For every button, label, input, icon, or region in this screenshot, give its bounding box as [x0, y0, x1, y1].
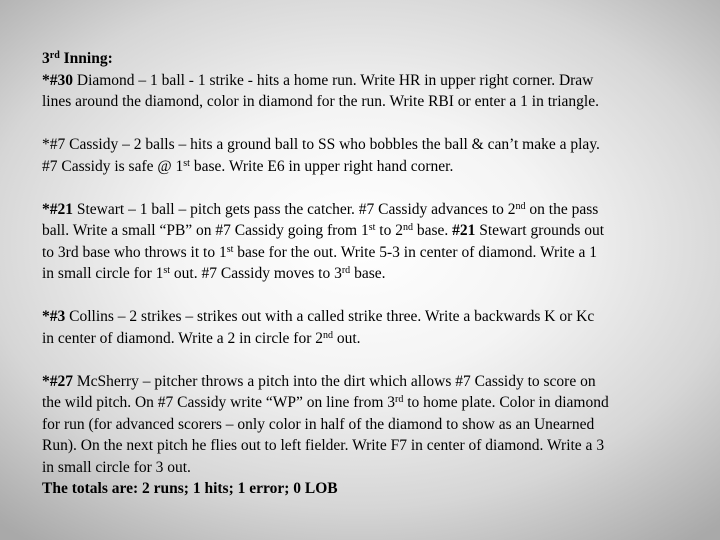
p4-player-number: *#3: [42, 308, 66, 325]
paragraph-wild-pitch: [42, 371, 706, 500]
p5-l2-sup: rd: [395, 394, 404, 405]
p5-l2-b: to home plate. Color in diamond: [403, 394, 609, 411]
p1-text-1: Diamond – 1 ball - 1 strike - hits a home run. Write HR in upper right corner. Draw: [73, 71, 594, 89]
p3-l4-sup1: st: [163, 265, 171, 276]
p3-l4-sup2: rd: [341, 265, 351, 276]
p5-line-5: in small circle for 3 out.: [42, 458, 191, 476]
p3-l4-b: out. #7 Cassidy moves to 3: [170, 265, 342, 282]
p4-l1: Collins – 2 strikes – strikes out with a called strike three. Write a backwards K or Kc: [65, 308, 595, 325]
p1-line-1: [42, 70, 706, 92]
p2-sup: st: [183, 157, 190, 169]
p3-l2-d: Stewart grounds out: [475, 222, 605, 239]
p3-l2-player-number: #21: [452, 222, 476, 239]
paragraph-strikeout: [42, 306, 706, 349]
p5-line-4: Run). On the next pitch he flies out to left fielder. Write F7 in center of diamond. Write a 3: [42, 437, 605, 454]
p3-line-3: [42, 242, 706, 264]
p3-l3-sup: st: [226, 243, 234, 255]
p3-l2-sup1: st: [368, 222, 376, 233]
p2-line-1: *#7 Cassidy – 2 balls – hits a ground ball to SS who bobbles the ball & can’t make a play.: [42, 136, 600, 153]
p1-line-2: lines around the diamond, color in diamond for the run. Write RBI or enter a 1 in triangle.: [42, 93, 599, 110]
p4-line-1: [42, 306, 706, 328]
p1-player-number: *#30: [42, 71, 73, 89]
p3-l1-a: Stewart – 1 ball – pitch gets pass the catcher. #7 Cassidy advances to 2: [73, 200, 516, 218]
totals-text: The totals are: 2 runs; 1 hits; 1 error; 0 LOB: [42, 480, 338, 497]
p3-l1-b: on the pass: [525, 200, 599, 218]
p3-l2-b: to 2: [375, 222, 403, 239]
p3-l2-a: ball. Write a small “PB” on #7 Cassidy going from 1: [42, 222, 369, 239]
p4-l2-b: out.: [333, 329, 361, 347]
totals-line: [42, 478, 706, 500]
p5-line-2: [42, 392, 706, 414]
paragraph-passed-ball: [42, 199, 706, 285]
p5-player-number: *#27: [42, 372, 73, 390]
p2-text-b: base. Write E6 in upper right hand corner.: [189, 157, 454, 175]
p3-l3-b: base for the out. Write 5-3 in center of diamond. Write a 1: [233, 243, 597, 261]
p3-line-1: [42, 199, 706, 221]
p3-l4-a: in small circle for 1: [42, 265, 164, 282]
p3-l4-c: base.: [350, 265, 386, 282]
paragraph-home-run: [42, 70, 706, 113]
p4-l2-a: in center of diamond. Write a 2 in circle for 2: [42, 329, 323, 347]
p3-line-2: [42, 220, 706, 242]
inning-heading: [42, 48, 706, 70]
p5-line-1: [42, 371, 706, 393]
p3-l1-sup: nd: [515, 200, 526, 212]
p2-line-2: [42, 156, 706, 178]
p4-line-2: [42, 328, 706, 350]
heading-number: 3: [42, 50, 50, 67]
p3-l2-sup2: nd: [402, 222, 413, 233]
p3-line-4: [42, 263, 706, 285]
p5-l2-a: the wild pitch. On #7 Cassidy write “WP” on line from 3: [42, 394, 395, 411]
paragraph-error: [42, 134, 706, 177]
heading-tail: Inning:: [59, 50, 113, 67]
p3-l3-a: to 3rd base who throws it to 1: [42, 243, 227, 261]
heading-sup: rd: [49, 50, 60, 61]
p3-l2-c: base.: [412, 222, 453, 239]
p4-l2-sup: nd: [323, 329, 333, 341]
p3-player-number: *#21: [42, 200, 73, 218]
p5-line-3: for run (for advanced scorers – only color in half of the diamond to show as an Unearned: [42, 415, 595, 433]
p2-text-a: #7 Cassidy is safe @ 1: [42, 157, 184, 175]
p5-l1: McSherry – pitcher throws a pitch into the dirt which allows #7 Cassidy to score on: [73, 372, 596, 390]
